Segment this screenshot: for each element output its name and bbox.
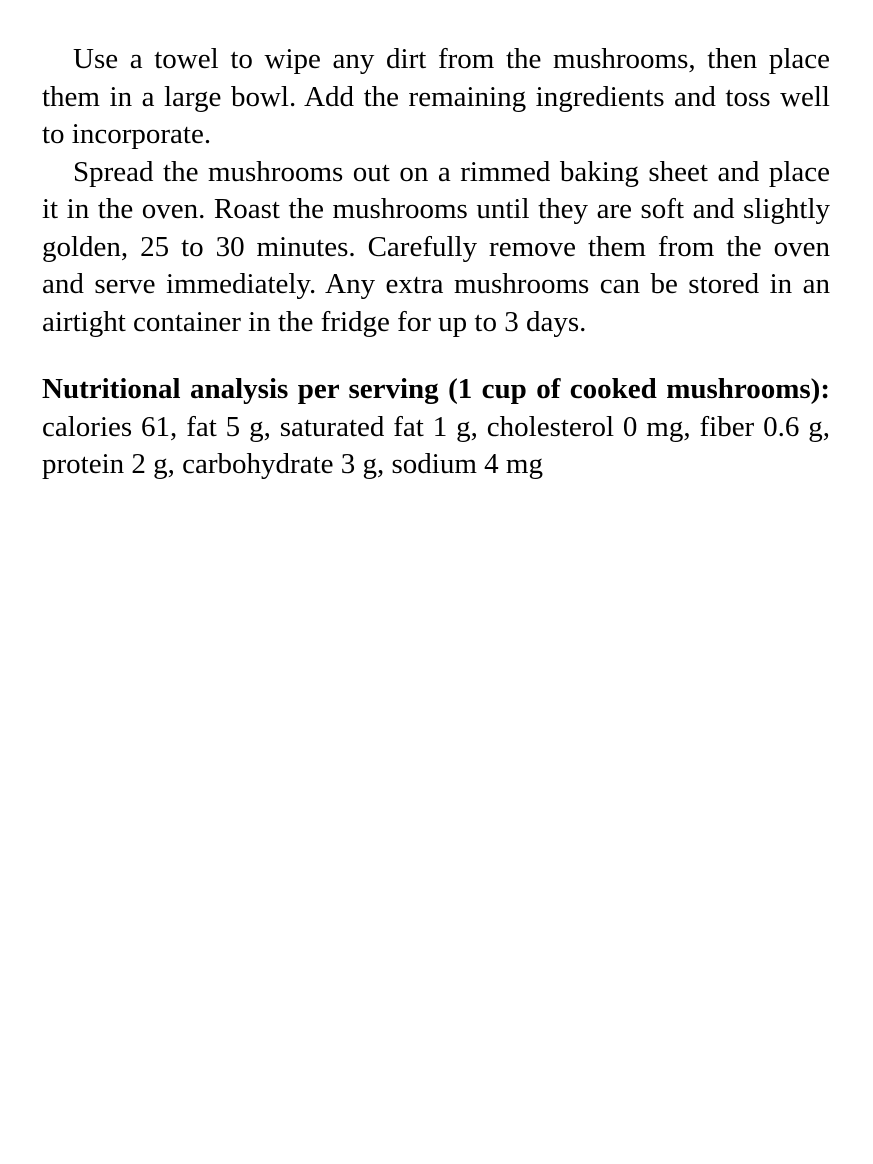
instruction-paragraph-2: Spread the mushrooms out on a rimmed baking sheet and place it in the oven. Roast the mushrooms until they are soft and slightly golden, 25 to 30 minutes. Carefully remove them from the oven and serve immediately. Any extra mushrooms can be stored in an airtight container in the fridge for up to 3 days. <box>42 155 830 338</box>
nutrition-label: Nutritional analysis per serving (1 cup of cooked mushrooms): <box>42 373 830 405</box>
instruction-paragraph-1: Use a towel to wipe any dirt from the mushrooms, then place them in a large bowl. Add the remaining ingredients and toss well to incorporate. <box>42 43 830 150</box>
document-page <box>42 41 830 484</box>
nutrition-values: calories 61, fat 5 g, saturated fat 1 g, cholesterol 0 mg, fiber 0.6 g, protein 2 g, carbohydrate 3 g, sodium 4 mg <box>42 410 830 480</box>
nutrition-info <box>42 371 830 484</box>
